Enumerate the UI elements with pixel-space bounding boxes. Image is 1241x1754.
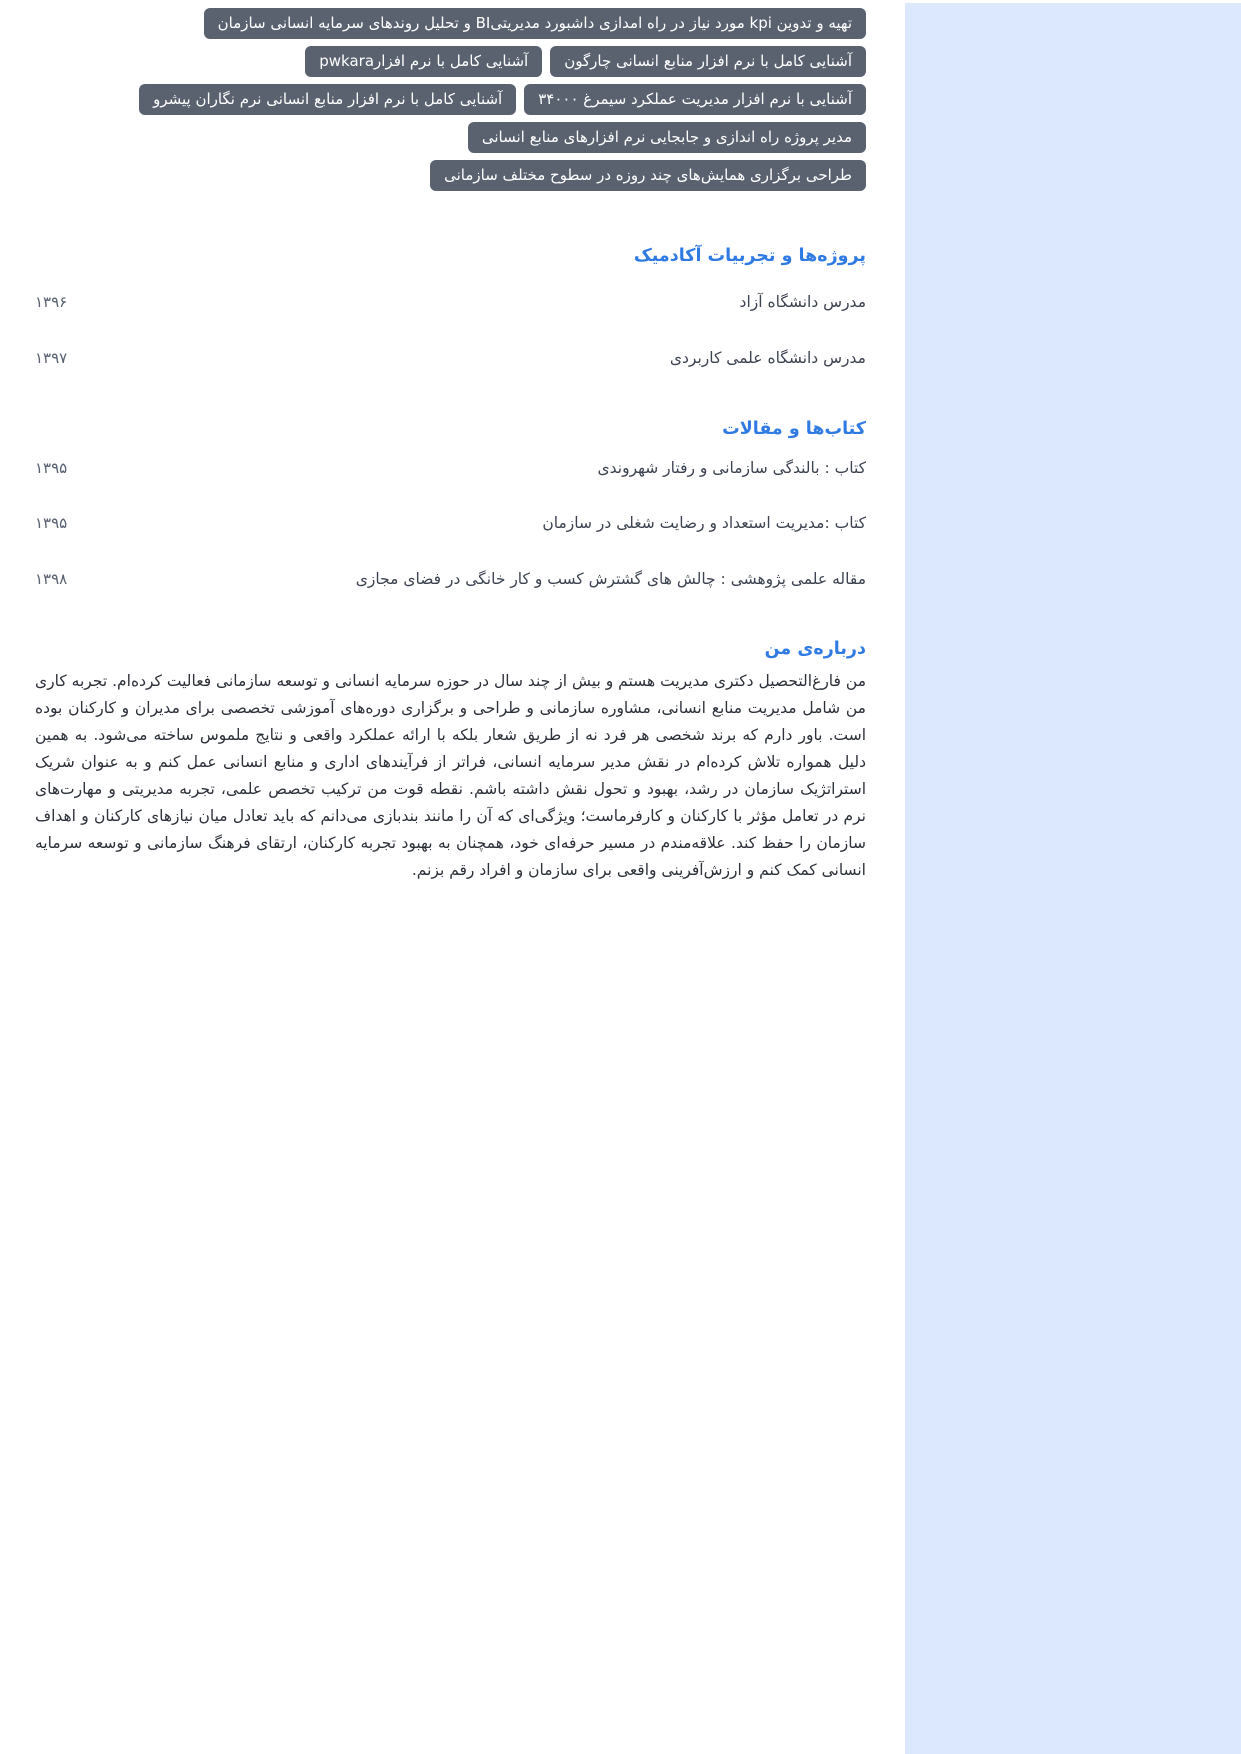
publication-entry: [35, 514, 866, 532]
skill-tag: مدیر پروژه راه اندازی و جابجایی نرم افزارهای منابع انسانی: [468, 122, 866, 153]
entry-year: ۱۳۹۵: [35, 514, 68, 532]
skill-tag: آشنایی با نرم افزار مدیریت عملکرد سیمرغ ۳۴۰۰۰: [524, 84, 866, 115]
skill-tag-row: [139, 84, 866, 115]
skill-tags-section: [35, 8, 866, 191]
skill-tag-row: [468, 122, 866, 153]
skill-tag: آشنایی کامل با نرم افزارpwkara: [305, 46, 542, 77]
skill-tag-row: [305, 46, 866, 77]
skill-tag: آشنایی کامل با نرم افزار منابع انسانی چارگون: [550, 46, 866, 77]
publication-entry: [35, 570, 866, 588]
academic-entry: [35, 349, 866, 367]
entry-title: کتاب :مدیریت استعداد و رضایت شغلی در سازمان: [542, 514, 866, 532]
section-title-about: درباره‌ی من: [764, 639, 866, 659]
entry-title: مدرس دانشگاه آزاد: [739, 293, 866, 311]
skill-tag: آشنایی کامل با نرم افزار منابع انسانی نرم نگاران پیشرو: [139, 84, 516, 115]
entry-year: ۱۳۹۷: [35, 349, 68, 367]
academic-entry: [35, 293, 866, 311]
section-title-academic: پروژه‌ها و تجربیات آکادمیک: [633, 246, 866, 266]
section-title-publications: کتاب‌ها و مقالات: [722, 419, 866, 439]
skill-tag-row: [430, 160, 866, 191]
about-paragraph: من فارغ‌التحصیل دکتری مدیریت هستم و بیش از چند سال در حوزه سرمایه انسانی و توسعه سازمانی فعالیت کرده‌ام. تجربه کاری من شامل مدیریت منابع انسانی، مشاوره سازمانی و طراحی و برگزاری دوره‌های آموزشی تخصصی برای مدیران و کارکنان بوده است. باور دارم که برند شخصی هر فرد نه از طریق شعار بلکه با ارائه عملکرد واقعی و نتایج ملموس ساخته می‌شود. به همین دلیل همواره تلاش کرده‌ام در نقش مدیر سرمایه انسانی، فراتر از فرآیندهای اداری و منابع انسانی عمل کنم و به عنوان شریک استراتژیک سازمان در رشد، بهبود و تحول نقش داشته باشم. نقطه قوت من ترکیب تخصص علمی، تجربه مدیریتی و مهارت‌های نرم در تعامل مؤثر با کارکنان و کارفرماست؛ ویژگی‌ای که آن را مانند بندبازی می‌دانم که باید تعادل میان نیازهای کارکنان و اهداف سازمان را حفظ کند. علاقه‌مندم در مسیر حرفه‌ای خود، همچنان به بهبود تجربه کارکنان، ارتقای فرهنگ سازمانی و توسعه سرمایه انسانی کمک کنم و ارزش‌آفرینی واقعی برای سازمان و افراد رقم بزنم.: [35, 672, 866, 879]
entry-title: کتاب : بالندگی سازمانی و رفتار شهروندی: [597, 459, 866, 477]
entry-year: ۱۳۹۶: [35, 293, 68, 311]
entry-year: ۱۳۹۵: [35, 459, 68, 477]
entry-title: مدرس دانشگاه علمی کاربردی: [669, 349, 866, 367]
right-side-panel: [905, 3, 1241, 1754]
skill-tag: طراحی برگزاری همایش‌های چند روزه در سطوح مختلف سازمانی: [430, 160, 866, 191]
entry-year: ۱۳۹۸: [35, 570, 68, 588]
entry-title: مقاله علمی پژوهشی : چالش های گشترش کسب و کار خانگی در فضای مجازی: [355, 570, 866, 588]
skill-tag-row: [204, 8, 866, 39]
publication-entry: [35, 459, 866, 477]
skill-tag: تهیه و تدوین kpi مورد نیاز در راه امدازی داشبورد مدیریتیBI و تحلیل روندهای سرمایه انسانی سازمان: [204, 8, 866, 39]
